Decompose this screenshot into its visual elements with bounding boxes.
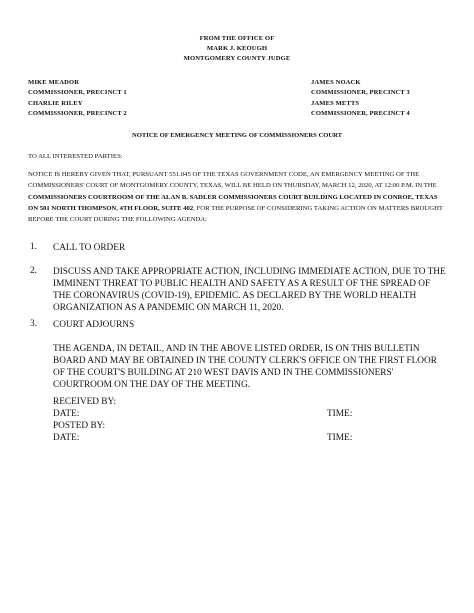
commissioner-name: MIKE MEADOR — [28, 79, 80, 86]
date-label-2: DATE: — [53, 433, 80, 443]
date-label-1: DATE: — [53, 409, 80, 419]
commissioner-name: CHARLIE RILEY — [28, 100, 83, 107]
commissioner-precinct-4 — [311, 99, 410, 119]
commissioner-title: COMMISSIONER, PRECINCT 2 — [28, 110, 127, 117]
header-office-line: FROM THE OFFICE OF — [199, 35, 275, 42]
time-label-2: TIME: — [327, 433, 353, 443]
closing-paragraph: THE AGENDA, IN DETAIL, AND IN THE ABOVE LISTED ORDER, IS ON THIS BULLETIN BOARD AND MAY BE OBTAINED IN THE COUNTY CLERK'S OFFICE ON THE FIRST FLOOR OF THE COURT'S BUILDING AT 210 WEST DAVIS AND IN THE COMMISSIONERS' COURTROOM ON THE DAY OF THE MEETING. — [53, 344, 437, 390]
notice-text-part1: NOTICE IS HEREBY GIVEN THAT, PURSUANT 551.045 OF THE TEXAS GOVERNMENT CODE, AN EMERGENCY MEETING OF THE COMMISSIONERS' COURT OF MONTGOMERY COUNTY, TEXAS, WILL BE HELD ON THURSDAY, MARCH 12, 2020, AT 12:00 P.M. IN THE — [28, 171, 437, 190]
agenda-number: 2. — [30, 266, 37, 276]
notice-text-part2: , FOR THE PURPOSE OF CONSIDERING TAKING ACTION ON MATTERS BROUGHT BEFORE THE COURT DURING THE FOLLOWING AGENDA: — [28, 204, 443, 224]
received-by-label: RECEIVED BY: — [53, 397, 116, 407]
agenda-text: CALL TO ORDER — [53, 243, 126, 253]
commissioner-title: COMMISSIONER, PRECINCT 4 — [311, 110, 410, 117]
commissioner-name: JAMES NOACK — [311, 79, 361, 86]
notice-paragraph — [28, 169, 448, 225]
header-judge-title: MONTGOMERY COUNTY JUDGE — [183, 55, 291, 62]
header-judge-name: MARK J. KEOUGH — [206, 45, 268, 52]
commissioner-title: COMMISSIONER, PRECINCT 1 — [28, 89, 127, 96]
posted-by-label: POSTED BY: — [53, 421, 106, 431]
agenda-text: COURT ADJOURNS — [53, 320, 135, 330]
notice-location: COMMISSIONERS COURTROOM OF THE ALAN B. SADLER COMMISSIONERS COURT BUILDING LOCATED IN CONROE, TEXAS ON 501 NORTH THOMPSON, 4TH FLOOR, SUITE 402 — [28, 193, 438, 212]
agenda-number: 1. — [30, 242, 37, 252]
time-label-1: TIME: — [327, 409, 353, 419]
commissioner-precinct-3 — [311, 78, 410, 98]
commissioner-precinct-1 — [28, 78, 127, 98]
salutation: TO ALL INTERESTED PARTIES: — [28, 153, 123, 160]
agenda-number: 3. — [30, 319, 37, 329]
commissioner-precinct-2 — [28, 99, 127, 119]
notice-title: NOTICE OF EMERGENCY MEETING OF COMMISSIONERS COURT — [131, 132, 343, 139]
commissioner-title: COMMISSIONER, PRECINCT 3 — [311, 89, 410, 96]
commissioner-name: JAMES METTS — [311, 100, 360, 107]
agenda-text: DISCUSS AND TAKE APPROPRIATE ACTION, INCLUDING IMMEDIATE ACTION, DUE TO THE IMMINENT THREAT TO PUBLIC HEALTH AND SAFETY AS A RESULT OF THE SPREAD OF THE CORONAVIRUS (COVID-19), EPIDEMIC. AS DECLARED BY THE WORLD HEALTH ORGANIZATION AS A PANDEMIC ON MARCH 11, 2020. — [53, 267, 446, 313]
